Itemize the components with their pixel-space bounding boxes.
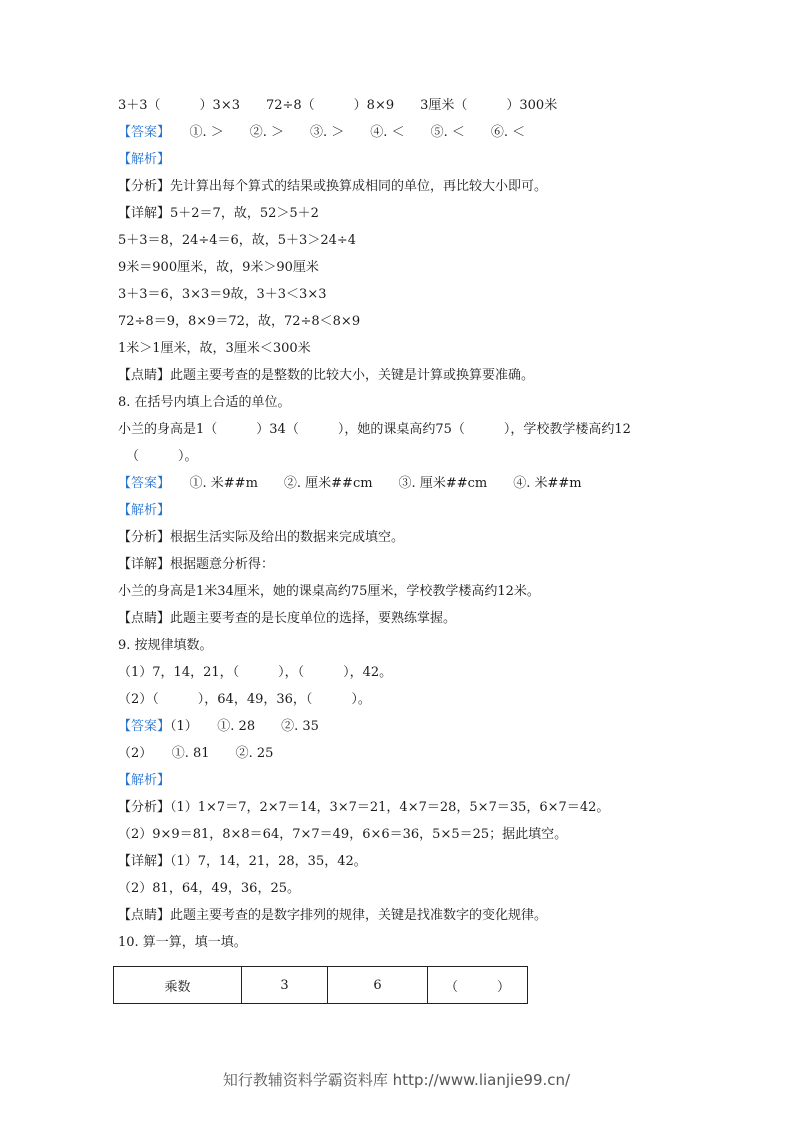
- answer-text: （1） ①. 28 ②. 35: [170, 719, 319, 734]
- answer-text: ①. ＞ ②. ＞ ③. ＞ ④. ＜ ⑤. ＜ ⑥. ＜: [163, 125, 526, 140]
- table-cell-blank: （ ）: [428, 967, 528, 1004]
- answer-text: ①. 米##m ②. 厘米##cm ③. 厘米##cm ④. 米##m: [163, 476, 582, 491]
- table-cell: 3: [242, 967, 328, 1004]
- answer-tag: 【答案】: [118, 476, 164, 491]
- question-9-title: 9. 按规律填数。: [118, 638, 213, 653]
- multiplication-table: [113, 966, 528, 1004]
- question-9-part2: （2）（ ），64，49，36，（ ）。: [118, 692, 371, 707]
- detail-8-1: 【详解】根据题意分析得：: [118, 557, 275, 572]
- question-9-part1: （1）7，14，21，（ ），（ ），42。: [118, 665, 393, 680]
- question-8-title: 8. 在括号内填上合适的单位。: [118, 395, 291, 410]
- document-body: [118, 92, 698, 956]
- answer-9-2: （2） ①. 81 ②. 25: [118, 746, 274, 761]
- table-row: [114, 967, 528, 1004]
- answer-tag: 【答案】: [118, 719, 171, 734]
- detail-7-3: 9米＝900厘米，故，9米＞90厘米: [118, 260, 319, 275]
- analysis-7: 【分析】先计算出每个算式的结果或换算成相同的单位，再比较大小即可。: [118, 179, 548, 194]
- footer-watermark: 知行教辅资料学霸资料库 http://www.lianjie99.cn/: [222, 1071, 571, 1089]
- comment-9: 【点睛】此题主要考查的是数字排列的规律，关键是找准数字的变化规律。: [118, 908, 548, 923]
- table-cell: 6: [328, 967, 428, 1004]
- comment-8: 【点睛】此题主要考查的是长度单位的选择，要熟练掌握。: [118, 611, 457, 626]
- answer-9-1: [118, 713, 698, 740]
- analysis-tag: 【解析】: [118, 503, 171, 518]
- comment-7: 【点睛】此题主要考查的是整数的比较大小，关键是计算或换算要准确。: [118, 368, 535, 383]
- question-8-text-cont: （ ）。: [126, 449, 198, 464]
- detail-9-2: （2）81，64，49，36，25。: [118, 881, 300, 896]
- analysis-tag: 【解析】: [118, 152, 171, 167]
- answer-tag: 【答案】: [118, 125, 164, 140]
- detail-8-2: 小兰的身高是1米34厘米，她的课桌高约75厘米，学校教学楼高约12米。: [118, 584, 540, 599]
- analysis-9-2: （2）9×9＝81，8×8＝64，7×7＝49，6×6＝36，5×5＝25；据此填空。: [118, 827, 568, 842]
- detail-7-4: 3＋3＝6，3×3＝9故，3＋3＜3×3: [118, 287, 327, 302]
- question-8-text: 小兰的身高是1（ ）34（ ），她的课桌高约75（ ），学校教学楼高约12: [118, 422, 631, 437]
- analysis-8: 【分析】根据生活实际及给出的数据来完成填空。: [118, 530, 405, 545]
- detail-9-1: 【详解】（1）7，14，21，28，35，42。: [118, 854, 367, 869]
- answer-7: [118, 119, 698, 146]
- analysis-tag: 【解析】: [118, 773, 171, 788]
- answer-8: [118, 470, 698, 497]
- table-cell-header: 乘数: [114, 967, 242, 1004]
- detail-7-5: 72÷8＝9，8×9＝72，故，72÷8＜8×9: [118, 314, 361, 329]
- question-7-items: 3＋3（ ）3×3 72÷8（ ）8×9 3厘米（ ）300米: [118, 98, 558, 113]
- question-10-title: 10. 算一算，填一填。: [118, 935, 247, 950]
- analysis-9-1: 【分析】（1）1×7＝7，2×7＝14，3×7＝21，4×7＝28，5×7＝35，6×7＝42。: [118, 800, 610, 815]
- detail-7-1: 【详解】5＋2＝7，故，52＞5＋2: [118, 206, 319, 221]
- detail-7-2: 5＋3＝8，24÷4＝6，故，5＋3＞24÷4: [118, 233, 357, 248]
- detail-7-6: 1米＞1厘米，故，3厘米＜300米: [118, 341, 311, 356]
